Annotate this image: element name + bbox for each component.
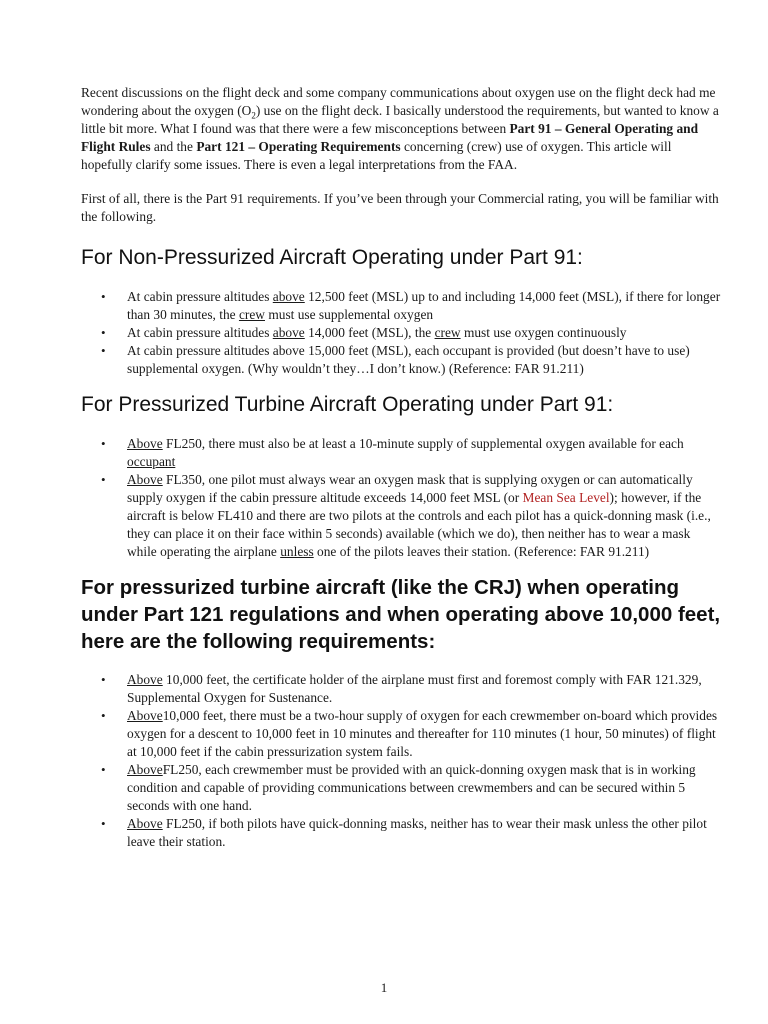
list-item: • At cabin pressure altitudes above 12,500 feet (MSL) up to and including 14,000 feet (MSL), if there for longer than 30 minutes, the crew must use supplemental oxygen xyxy=(101,289,721,322)
list-item: • Above FL250, if both pilots have quick-donning masks, neither has to wear their mask unless the other pilot leave their station. xyxy=(101,816,707,849)
document-page xyxy=(81,84,723,851)
list-item: • Above 10,000 feet, the certificate holder of the airplane must first and foremost comply with FAR 121.329, Supplemental Oxygen for Sustenance. xyxy=(101,672,702,705)
intro-paragraph-1: Recent discussions on the flight deck and some company communications about oxygen use on the flight deck had me wondering about the oxygen $(O_2)$ use on the flight deck. I basically understood the requirements, but wanted to know a little bit more. What I found was that there were a few misconceptions between Part 91 – General Operating and Flight Rules and the Part 121 – Operating Requirements concerning (crew) use of oxygen. This article will hopefully clarify some issues. There is even a legal interpretations from the FAA. xyxy=(81,85,719,172)
non-pressurized-list xyxy=(81,288,723,378)
section-heading-non-pressurized: For Non-Pressurized Aircraft Operating under Part 91: xyxy=(81,246,583,269)
page-number: 1 xyxy=(380,980,388,995)
list-item: • Above FL350, one pilot must always wear an oxygen mask that is supplying oxygen or can automatically supply oxygen if the cabin pressure altitude exceeds 14,000 feet MSL (or Mean Sea Level); however, if the aircraft is below FL410 and there are two pilots at the controls and each pilot has a quick-donning mask (i.e., they can place it on their face within 5 seconds) available (which we do), then neither has to wear a mask while operating the airplane unless one of the pilots leaves their station. (Reference: FAR 91.211) xyxy=(101,472,711,559)
pressurized-part91-list xyxy=(81,435,723,561)
part121-list xyxy=(81,671,723,851)
section-heading-pressurized-part91: For Pressurized Turbine Aircraft Operating under Part 91: xyxy=(81,393,614,416)
list-item: • At cabin pressure altitudes above 15,000 feet (MSL), each occupant is provided (but doesn’t have to use) supplemental oxygen. (Why wouldn’t they…I don’t know.) (Reference: FAR 91.211) xyxy=(101,343,690,376)
list-item: • AboveFL250, each crewmember must be provided with an quick-donning oxygen mask that is in working condition and capable of providing communications between crewmembers and can be secured within 5 seconds with one hand. xyxy=(101,762,696,813)
section-heading-part121: For pressurized turbine aircraft (like the CRJ) when operating under Part 121 regulations and when operating above 10,000 feet, here are the following requirements: xyxy=(81,576,721,653)
list-item: • Above10,000 feet, there must be a two-hour supply of oxygen for each crewmember on-board which provides oxygen for a descent to 10,000 feet in 10 minutes and thereafter for 110 minutes (1 hour, 50 minutes) of flight at 10,000 feet if the cabin pressurization system fails. xyxy=(101,708,718,759)
list-item: • Above FL250, there must also be at least a 10-minute supply of supplemental oxygen available for each occupant xyxy=(101,436,684,469)
intro-paragraph-2: First of all, there is the Part 91 requirements. If you’ve been through your Commercial rating, you will be familiar with the following. xyxy=(81,191,719,224)
list-item: • At cabin pressure altitudes above 14,000 feet (MSL), the crew must use oxygen continuously xyxy=(101,325,627,340)
